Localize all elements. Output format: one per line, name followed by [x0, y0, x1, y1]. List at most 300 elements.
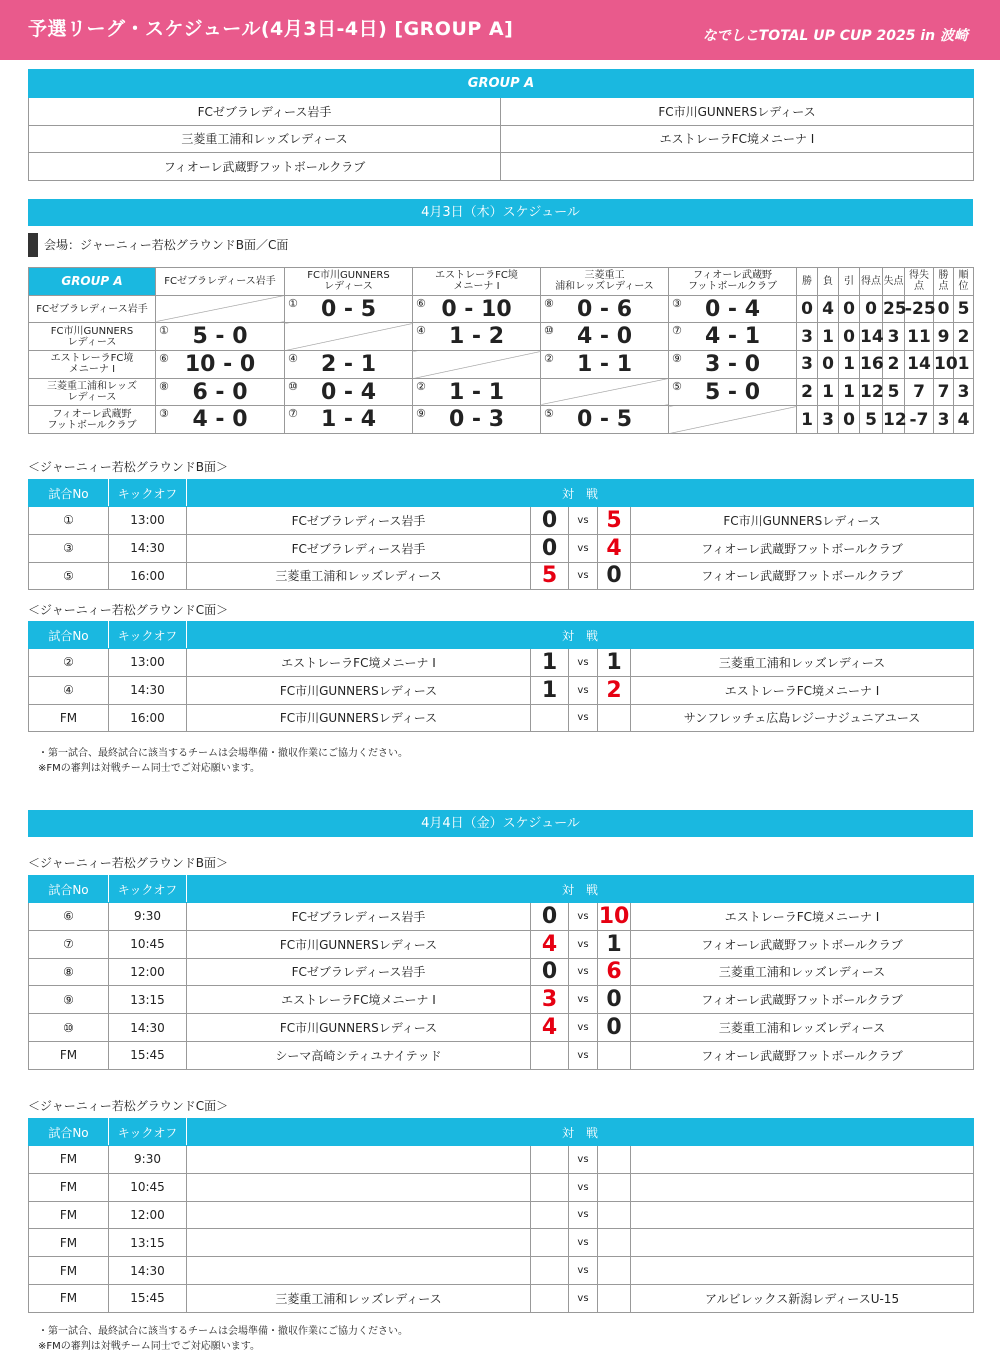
group-team: フィオーレ武蔵野フットボールクラブ	[29, 153, 501, 181]
col-header-kickoff: キックオフ	[109, 622, 187, 649]
away-score: 4	[598, 534, 631, 562]
group-team: FCゼブラレディース岩手	[29, 98, 501, 126]
round-robin-table	[28, 267, 974, 434]
stat-value: 9	[934, 323, 954, 351]
matrix-col-team: FC市川GUNNERS レディース	[285, 268, 413, 296]
group-team: FC市川GUNNERSレディース	[501, 98, 974, 126]
table-row	[29, 1229, 974, 1257]
match-score: 4 - 0	[576, 324, 633, 350]
stat-value: 2	[797, 378, 818, 406]
away-score: 5	[598, 507, 631, 535]
stat-value: 0	[839, 406, 860, 434]
match-score: 0 - 4	[704, 296, 761, 322]
matrix-cell	[285, 295, 413, 323]
match-score: 10 - 0	[184, 351, 256, 377]
table-row	[29, 649, 974, 677]
matrix-diagonal	[541, 378, 669, 406]
kickoff-time: 13:00	[109, 507, 187, 535]
away-score	[598, 1146, 631, 1174]
group-team: 三菱重工浦和レッズレディース	[29, 125, 501, 153]
match-no: FM	[29, 1229, 109, 1257]
match-score: 0 - 10	[441, 296, 512, 322]
kickoff-time: 10:45	[109, 930, 187, 958]
matrix-cell	[156, 378, 285, 406]
notes	[38, 746, 408, 776]
match-no: FM	[29, 1041, 109, 1069]
match-number: ⑥	[416, 296, 426, 310]
home-score: 4	[531, 1014, 569, 1042]
away-team	[631, 1229, 974, 1257]
kickoff-time: 16:00	[109, 562, 187, 590]
match-no: FM	[29, 1146, 109, 1174]
stat-value: 5	[883, 378, 905, 406]
col-header-match: 対 戦	[187, 876, 974, 903]
away-score	[598, 1041, 631, 1069]
col-header-no: 試合No	[29, 622, 109, 649]
vs-label: vs	[569, 1284, 598, 1312]
kickoff-time: 14:30	[109, 1014, 187, 1042]
match-number: ③	[159, 407, 169, 421]
day1-venue-b-schedule	[28, 479, 974, 590]
match-no: ⑥	[29, 903, 109, 931]
page-header	[0, 0, 1000, 60]
stat-value: 2	[883, 351, 905, 379]
stat-value: 3	[934, 406, 954, 434]
note-line: ※FMの審判は対戦チーム同士でご対応願います。	[38, 763, 260, 774]
matrix-cell	[285, 351, 413, 379]
vs-label: vs	[569, 704, 598, 732]
day2-venue-b-schedule	[28, 875, 974, 1070]
kickoff-time: 14:30	[109, 1257, 187, 1285]
stat-header: 引	[839, 268, 860, 296]
match-score: 1 - 4	[320, 407, 377, 433]
stat-value: 14	[905, 351, 934, 379]
match-number: ⑤	[672, 379, 682, 393]
match-no: FM	[29, 1173, 109, 1201]
stat-value: 7	[905, 378, 934, 406]
matrix-row-team: FC市川GUNNERS レディース	[29, 323, 156, 351]
home-score	[531, 1229, 569, 1257]
vs-label: vs	[569, 1041, 598, 1069]
match-number: ⑩	[288, 379, 298, 393]
stat-value: 1	[797, 406, 818, 434]
home-score: 1	[531, 649, 569, 677]
match-no: FM	[29, 1284, 109, 1312]
away-team: フィオーレ武蔵野フットボールクラブ	[631, 930, 974, 958]
matrix-col-team: FCゼブラレディース岩手	[156, 268, 285, 296]
matrix-cell	[156, 406, 285, 434]
matrix-cell	[413, 378, 541, 406]
match-number: ⑨	[416, 407, 426, 421]
table-row	[29, 930, 974, 958]
stat-value: 3	[797, 351, 818, 379]
away-score	[598, 1229, 631, 1257]
matrix-cell	[541, 295, 669, 323]
away-score: 0	[598, 562, 631, 590]
page-title: 予選リーグ・スケジュール(4月3日-4日) [GROUP A]	[28, 18, 514, 40]
match-number: ⑥	[159, 352, 169, 366]
home-team	[187, 1146, 531, 1174]
stat-value: 0	[860, 295, 883, 323]
matrix-cell	[669, 323, 797, 351]
stat-value: 7	[934, 378, 954, 406]
home-team: エストレーラFC境メニーナ I	[187, 649, 531, 677]
vs-label: vs	[569, 562, 598, 590]
home-score: 0	[531, 958, 569, 986]
match-score: 1 - 2	[448, 324, 505, 350]
match-score: 4 - 0	[192, 407, 248, 433]
vs-label: vs	[569, 958, 598, 986]
matrix-row	[29, 323, 974, 351]
table-row	[29, 704, 974, 732]
away-score: 1	[598, 930, 631, 958]
home-score	[531, 1201, 569, 1229]
home-team: FCゼブラレディース岩手	[187, 903, 531, 931]
table-row	[29, 1041, 974, 1069]
match-number: ②	[416, 379, 426, 393]
matrix-cell	[669, 378, 797, 406]
vs-label: vs	[569, 676, 598, 704]
kickoff-time: 16:00	[109, 704, 187, 732]
stat-value: 3	[954, 378, 974, 406]
stat-value: 10	[934, 351, 954, 379]
home-team	[187, 1257, 531, 1285]
match-score: 5 - 0	[704, 379, 761, 405]
home-score: 0	[531, 903, 569, 931]
table-row	[29, 1257, 974, 1285]
away-team: フィオーレ武蔵野フットボールクラブ	[631, 562, 974, 590]
home-team: FC市川GUNNERSレディース	[187, 704, 531, 732]
away-score: 2	[598, 676, 631, 704]
home-team: FC市川GUNNERSレディース	[187, 676, 531, 704]
stat-value: 3	[883, 323, 905, 351]
matrix-col-team: 三菱重工 浦和レッズレディース	[541, 268, 669, 296]
matrix-col-team: エストレーラFC境 メニーナ I	[413, 268, 541, 296]
day2-title: 4月4日（金）スケジュール	[28, 810, 973, 837]
group-title: GROUP A	[29, 70, 974, 98]
matrix-diagonal	[285, 323, 413, 351]
stat-value: 1	[954, 351, 974, 379]
away-team: 三菱重工浦和レッズレディース	[631, 649, 974, 677]
table-row	[29, 1201, 974, 1229]
match-score: 6 - 0	[192, 379, 248, 405]
match-number: ④	[416, 324, 426, 338]
match-score: 1 - 1	[448, 379, 505, 405]
home-score: 5	[531, 562, 569, 590]
matrix-diagonal	[669, 406, 797, 434]
matrix-cell	[413, 295, 541, 323]
home-score	[531, 1146, 569, 1174]
match-number: ⑨	[672, 352, 682, 366]
note-line: ※FMの審判は対戦チーム同士でご対応願います。	[38, 1341, 260, 1352]
stat-value: 1	[839, 378, 860, 406]
away-team: FC市川GUNNERSレディース	[631, 507, 974, 535]
match-number: ①	[288, 296, 298, 310]
match-score: 5 - 0	[192, 324, 248, 350]
matrix-col-team: フィオーレ武蔵野 フットボールクラブ	[669, 268, 797, 296]
matrix-corner: GROUP A	[29, 268, 156, 296]
kickoff-time: 15:45	[109, 1284, 187, 1312]
table-row	[29, 507, 974, 535]
vs-label: vs	[569, 507, 598, 535]
away-score: 0	[598, 986, 631, 1014]
match-number: ⑧	[159, 379, 169, 393]
matrix-cell	[156, 323, 285, 351]
stat-header: 得点	[860, 268, 883, 296]
matrix-cell	[413, 406, 541, 434]
vs-label: vs	[569, 986, 598, 1014]
stat-value: 2	[954, 323, 974, 351]
match-no: FM	[29, 704, 109, 732]
match-number: ④	[288, 352, 298, 366]
away-team: エストレーラFC境メニーナ I	[631, 676, 974, 704]
home-score	[531, 1257, 569, 1285]
away-score	[598, 1173, 631, 1201]
stat-value: 12	[883, 406, 905, 434]
stat-value: 0	[839, 323, 860, 351]
stat-header: 失点	[883, 268, 905, 296]
match-number: ⑧	[544, 296, 554, 310]
home-score: 0	[531, 534, 569, 562]
home-score: 4	[531, 930, 569, 958]
kickoff-time: 9:30	[109, 1146, 187, 1174]
away-score	[598, 704, 631, 732]
stat-value: 3	[797, 323, 818, 351]
stat-value: 25	[883, 295, 905, 323]
stat-value: -7	[905, 406, 934, 434]
vs-label: vs	[569, 903, 598, 931]
matrix-row-team: FCゼブラレディース岩手	[29, 295, 156, 323]
match-number: ①	[159, 324, 169, 338]
stat-value: 4	[818, 295, 839, 323]
match-number: ⑤	[544, 407, 554, 421]
match-no: ①	[29, 507, 109, 535]
match-score: 0 - 3	[448, 407, 505, 433]
match-number: ②	[544, 352, 554, 366]
kickoff-time: 15:45	[109, 1041, 187, 1069]
matrix-diagonal	[156, 295, 285, 323]
match-score: 2 - 1	[320, 351, 377, 377]
table-row	[29, 1173, 974, 1201]
matrix-cell	[285, 406, 413, 434]
match-no: ③	[29, 534, 109, 562]
match-number: ③	[672, 296, 682, 310]
match-score: 4 - 1	[704, 324, 761, 350]
match-no: ②	[29, 649, 109, 677]
stat-header: 順位	[954, 268, 974, 296]
match-no: ⑧	[29, 958, 109, 986]
matrix-row	[29, 351, 974, 379]
away-team: エストレーラFC境メニーナ I	[631, 903, 974, 931]
kickoff-time: 12:00	[109, 1201, 187, 1229]
away-team	[631, 1201, 974, 1229]
vs-label: vs	[569, 1173, 598, 1201]
away-score: 6	[598, 958, 631, 986]
stat-value: 5	[860, 406, 883, 434]
kickoff-time: 14:30	[109, 676, 187, 704]
home-score	[531, 1173, 569, 1201]
stat-value: 11	[905, 323, 934, 351]
stat-value: 3	[818, 406, 839, 434]
match-no: FM	[29, 1201, 109, 1229]
match-no: ⑩	[29, 1014, 109, 1042]
venue-label: 会場：ジャーニィー若松グラウンドB面／C面	[28, 233, 288, 257]
stat-value: 1	[818, 378, 839, 406]
away-team: フィオーレ武蔵野フットボールクラブ	[631, 1041, 974, 1069]
stat-value: 0	[839, 295, 860, 323]
vs-label: vs	[569, 1257, 598, 1285]
table-row	[29, 986, 974, 1014]
home-team: 三菱重工浦和レッズレディース	[187, 1284, 531, 1312]
cup-name: なでしこTOTAL UP CUP 2025 in 波崎	[702, 28, 968, 44]
away-score	[598, 1257, 631, 1285]
stat-value: 0	[934, 295, 954, 323]
home-team: 三菱重工浦和レッズレディース	[187, 562, 531, 590]
away-team	[631, 1173, 974, 1201]
home-team: FC市川GUNNERSレディース	[187, 1014, 531, 1042]
away-score: 10	[598, 903, 630, 929]
match-no: ④	[29, 676, 109, 704]
table-row	[29, 676, 974, 704]
stat-value: 0	[797, 295, 818, 323]
away-team	[631, 1146, 974, 1174]
day1-venue-c-schedule	[28, 621, 974, 732]
home-score	[531, 1041, 569, 1069]
matrix-row-team: エストレーラFC境 メニーナ I	[29, 351, 156, 379]
note-line: ・第一試合、最終試合に該当するチームは会場準備・撤収作業にご協力ください。	[38, 1326, 408, 1337]
kickoff-time: 13:15	[109, 1229, 187, 1257]
home-team: FCゼブラレディース岩手	[187, 534, 531, 562]
away-team: アルビレックス新潟レディースU-15	[631, 1284, 974, 1312]
away-score: 0	[598, 1014, 631, 1042]
kickoff-time: 14:30	[109, 534, 187, 562]
table-row	[29, 1284, 974, 1312]
stat-value: 1	[818, 323, 839, 351]
venue-c-label: ＜ジャーニィー若松グラウンドC面＞	[28, 1099, 229, 1113]
match-score: 1 - 1	[576, 351, 633, 377]
col-header-kickoff: キックオフ	[109, 876, 187, 903]
home-team: シーマ高崎シティユナイテッド	[187, 1041, 531, 1069]
kickoff-time: 9:30	[109, 903, 187, 931]
home-team	[187, 1173, 531, 1201]
home-team: FCゼブラレディース岩手	[187, 507, 531, 535]
matrix-cell	[413, 323, 541, 351]
home-score	[531, 1284, 569, 1312]
matrix-row-team: 三菱重工浦和レッズ レディース	[29, 378, 156, 406]
table-row	[29, 958, 974, 986]
group-team	[501, 153, 974, 181]
table-row	[29, 1014, 974, 1042]
vs-label: vs	[569, 1229, 598, 1257]
stat-header: 負	[818, 268, 839, 296]
kickoff-time: 13:00	[109, 649, 187, 677]
stat-value: 16	[860, 351, 883, 379]
group-teams-table	[28, 69, 974, 181]
vs-label: vs	[569, 1146, 598, 1174]
matrix-cell	[541, 323, 669, 351]
matrix-cell	[156, 351, 285, 379]
stat-value: 5	[954, 295, 974, 323]
away-team: フィオーレ武蔵野フットボールクラブ	[631, 986, 974, 1014]
stat-value: 1	[839, 351, 860, 379]
matrix-cell	[669, 351, 797, 379]
matrix-row	[29, 378, 974, 406]
match-number: ⑦	[672, 324, 682, 338]
home-score: 3	[531, 986, 569, 1014]
home-team	[187, 1201, 531, 1229]
stat-header: 勝	[797, 268, 818, 296]
col-header-no: 試合No	[29, 480, 109, 507]
match-no: ⑦	[29, 930, 109, 958]
col-header-kickoff: キックオフ	[109, 1119, 187, 1146]
stat-value: -25	[905, 295, 934, 323]
match-number: ⑩	[544, 324, 554, 338]
matrix-cell	[541, 406, 669, 434]
matrix-row	[29, 295, 974, 323]
stat-header: 勝点	[934, 268, 954, 296]
col-header-match: 対 戦	[187, 622, 974, 649]
group-team: エストレーラFC境メニーナ I	[501, 125, 974, 153]
home-team	[187, 1229, 531, 1257]
stat-value: 14	[860, 323, 883, 351]
kickoff-time: 10:45	[109, 1173, 187, 1201]
table-row	[29, 562, 974, 590]
col-header-kickoff: キックオフ	[109, 480, 187, 507]
stat-value: 12	[860, 378, 883, 406]
matrix-cell	[285, 378, 413, 406]
home-score: 1	[531, 676, 569, 704]
away-team	[631, 1257, 974, 1285]
match-score: 0 - 5	[320, 296, 377, 322]
table-row	[29, 903, 974, 931]
col-header-match: 対 戦	[187, 480, 974, 507]
vs-label: vs	[569, 930, 598, 958]
away-score	[598, 1284, 631, 1312]
table-row	[29, 534, 974, 562]
table-row	[29, 1146, 974, 1174]
venue-b-label: ＜ジャーニィー若松グラウンドB面＞	[28, 856, 228, 870]
away-team: フィオーレ武蔵野フットボールクラブ	[631, 534, 974, 562]
home-team: FC市川GUNNERSレディース	[187, 930, 531, 958]
match-score: 3 - 0	[704, 351, 761, 377]
match-score: 0 - 6	[576, 296, 633, 322]
day2-venue-c-schedule	[28, 1118, 974, 1313]
venue-b-label: ＜ジャーニィー若松グラウンドB面＞	[28, 460, 228, 474]
kickoff-time: 13:15	[109, 986, 187, 1014]
home-score	[531, 704, 569, 732]
vs-label: vs	[569, 1201, 598, 1229]
home-score: 0	[531, 507, 569, 535]
notes	[38, 1324, 408, 1354]
away-score	[598, 1201, 631, 1229]
away-team: 三菱重工浦和レッズレディース	[631, 958, 974, 986]
match-no: ⑤	[29, 562, 109, 590]
note-line: ・第一試合、最終試合に該当するチームは会場準備・撤収作業にご協力ください。	[38, 748, 408, 759]
col-header-match: 対 戦	[187, 1119, 974, 1146]
stat-header: 得失点	[905, 268, 934, 296]
day1-title: 4月3日（木）スケジュール	[28, 199, 973, 226]
venue-c-label: ＜ジャーニィー若松グラウンドC面＞	[28, 603, 229, 617]
matrix-diagonal	[413, 351, 541, 379]
away-team: サンフレッチェ広島レジーナジュニアユース	[631, 704, 974, 732]
col-header-no: 試合No	[29, 876, 109, 903]
vs-label: vs	[569, 649, 598, 677]
vs-label: vs	[569, 1014, 598, 1042]
match-score: 0 - 4	[320, 379, 377, 405]
matrix-cell	[669, 295, 797, 323]
stat-value: 4	[954, 406, 974, 434]
matrix-row	[29, 406, 974, 434]
